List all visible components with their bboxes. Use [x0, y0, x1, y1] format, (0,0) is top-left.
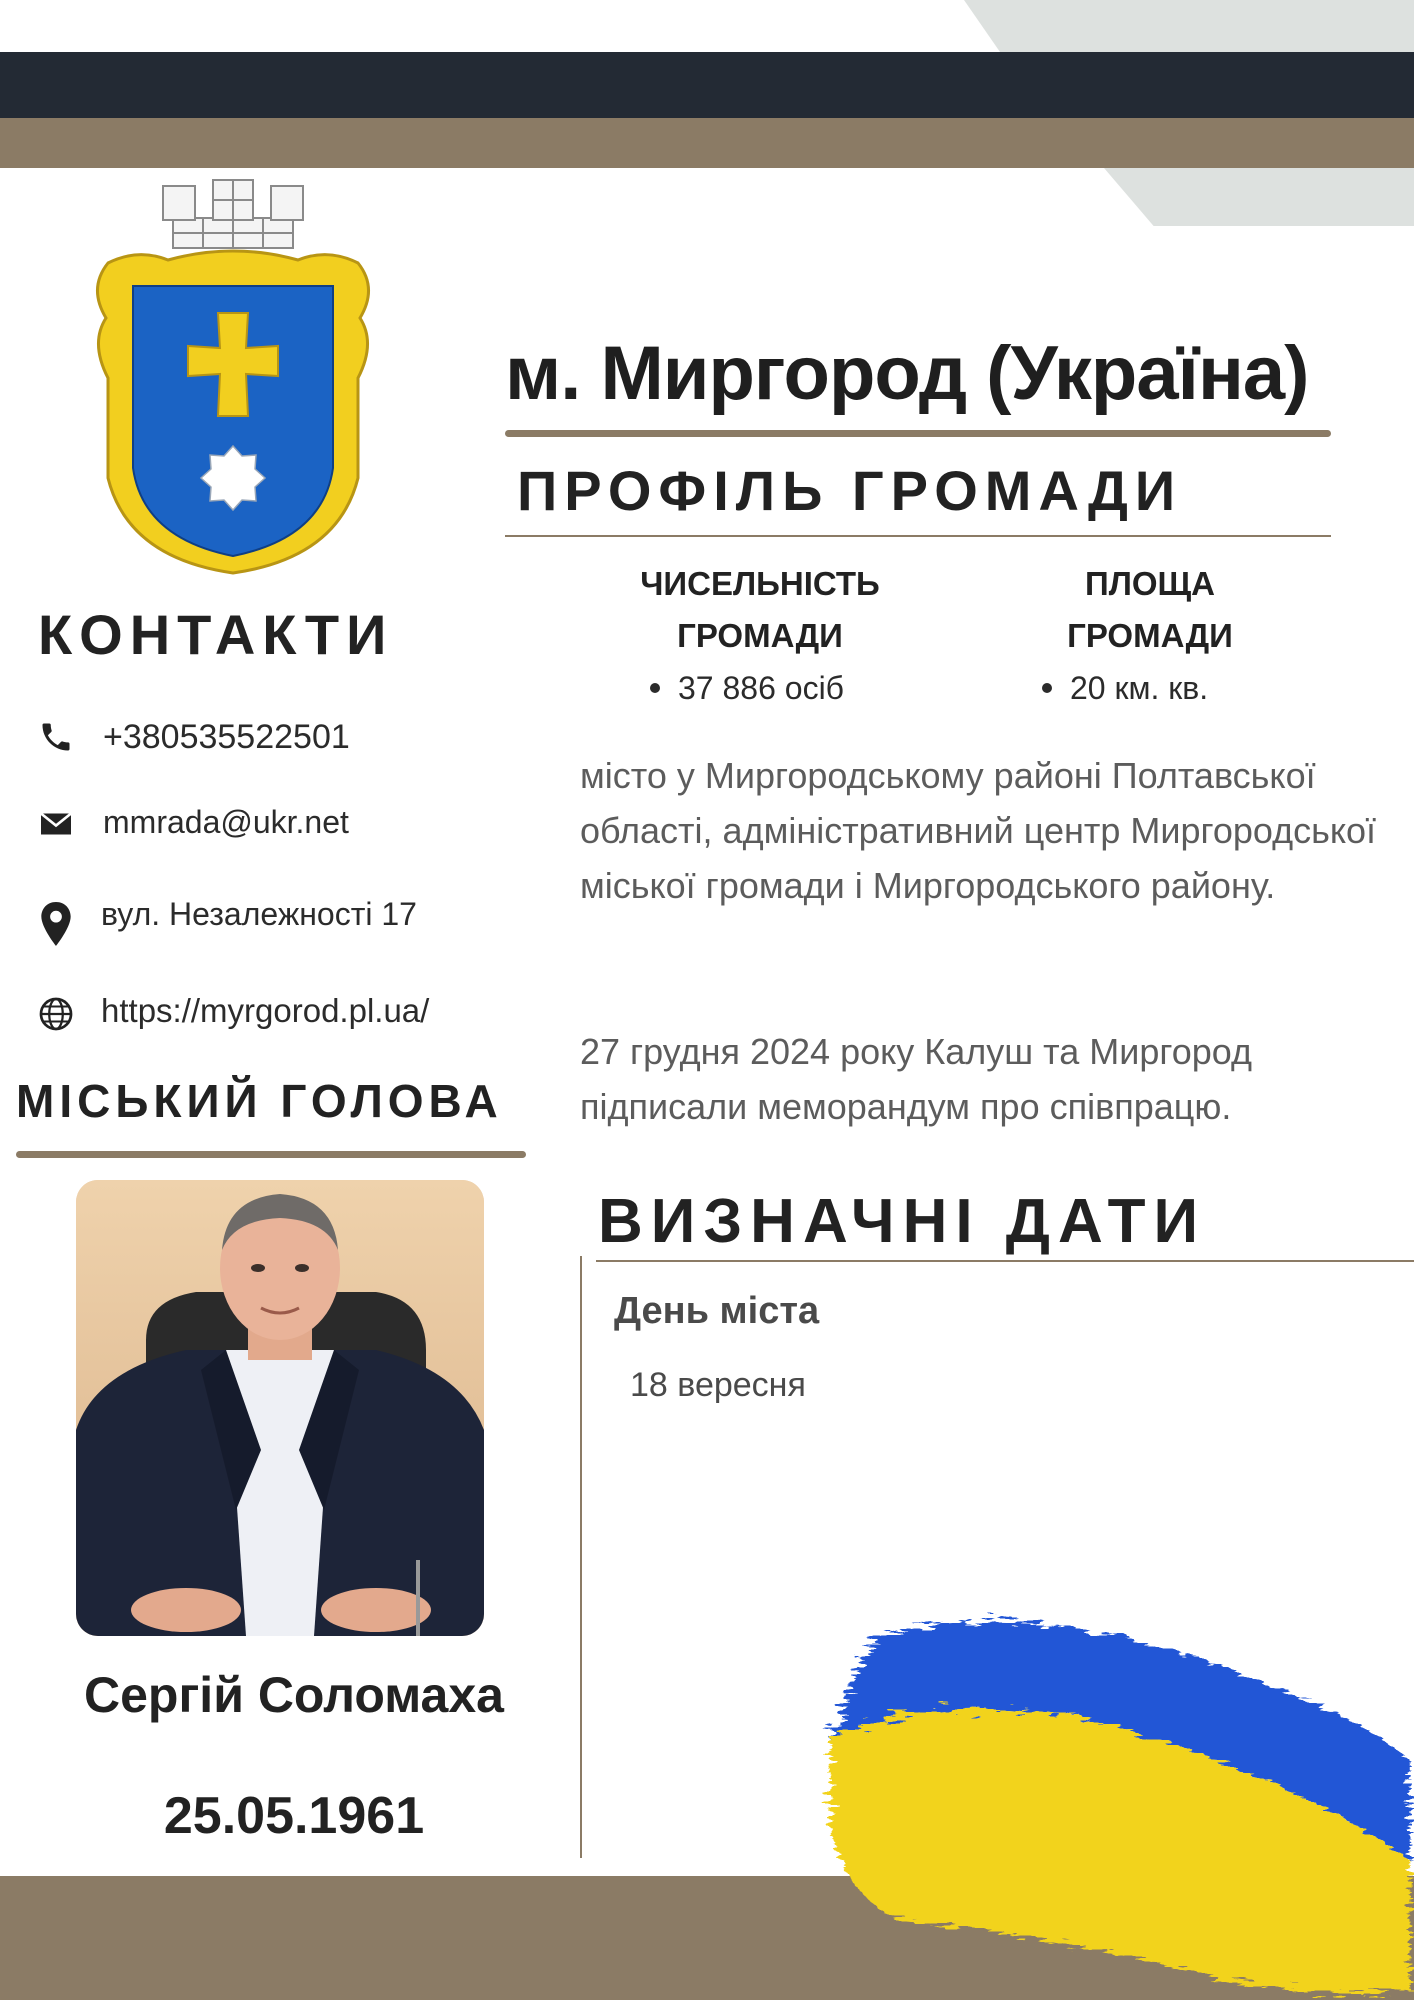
top-band-dark [0, 52, 1414, 118]
globe-icon [38, 996, 74, 1032]
event-date: 18 вересня [630, 1366, 806, 1404]
email-icon [38, 806, 74, 842]
dates-heading: ВИЗНАЧНІ ДАТИ [598, 1187, 1207, 1256]
top-band-accent [1104, 168, 1414, 226]
phone-number[interactable]: +380535522501 [103, 718, 350, 756]
stat-label: ЧИСЕЛЬНІСТЬ ГРОМАДИ [640, 565, 880, 654]
mayor-name: Сергій Соломаха [84, 1667, 504, 1723]
top-band-light [0, 0, 1414, 52]
website-link[interactable]: https://myrgorod.pl.ua/ [101, 992, 430, 1029]
mayor-birth-date: 25.05.1961 [163, 1787, 425, 1845]
mayor-photo [76, 1180, 484, 1636]
mayor-heading: МІСЬКИЙ ГОЛОВА [16, 1075, 503, 1127]
top-band-tan [0, 118, 1414, 168]
description-paragraph: місто у Миргородському районі Полтавської області, адміністративний центр Миргородської міської громади і Миргородського району. [580, 755, 1377, 906]
stat-value: 37 886 осіб [650, 670, 910, 707]
phone-icon [38, 719, 74, 755]
stat-population [610, 558, 910, 707]
coat-of-arms-icon [78, 178, 388, 578]
stat-value: 20 км. кв. [1042, 670, 1300, 707]
title-underline [505, 430, 1331, 437]
stat-area [1000, 558, 1300, 707]
vertical-divider [580, 1256, 582, 1858]
mayor-underline [16, 1151, 526, 1158]
address-text: вул. Незалежності 17 [101, 896, 417, 932]
section-heading-profile: ПРОФІЛЬ ГРОМАДИ [517, 459, 1183, 522]
contacts-heading: КОНТАКТИ [38, 603, 394, 666]
event-name: День міста [614, 1290, 820, 1332]
page-title: м. Миргород (Україна) [505, 331, 1309, 416]
ukraine-flag-icon [810, 1600, 1414, 2000]
location-pin-icon [38, 902, 74, 946]
stat-label: ПЛОЩА ГРОМАДИ [1067, 565, 1233, 654]
subtitle-divider [505, 535, 1331, 537]
email-link[interactable]: mmrada@ukr.net [103, 804, 349, 840]
dates-underline [596, 1260, 1414, 1262]
memorandum-paragraph: 27 грудня 2024 року Калуш та Миргород підписали меморандум про співпрацю. [580, 1031, 1252, 1127]
